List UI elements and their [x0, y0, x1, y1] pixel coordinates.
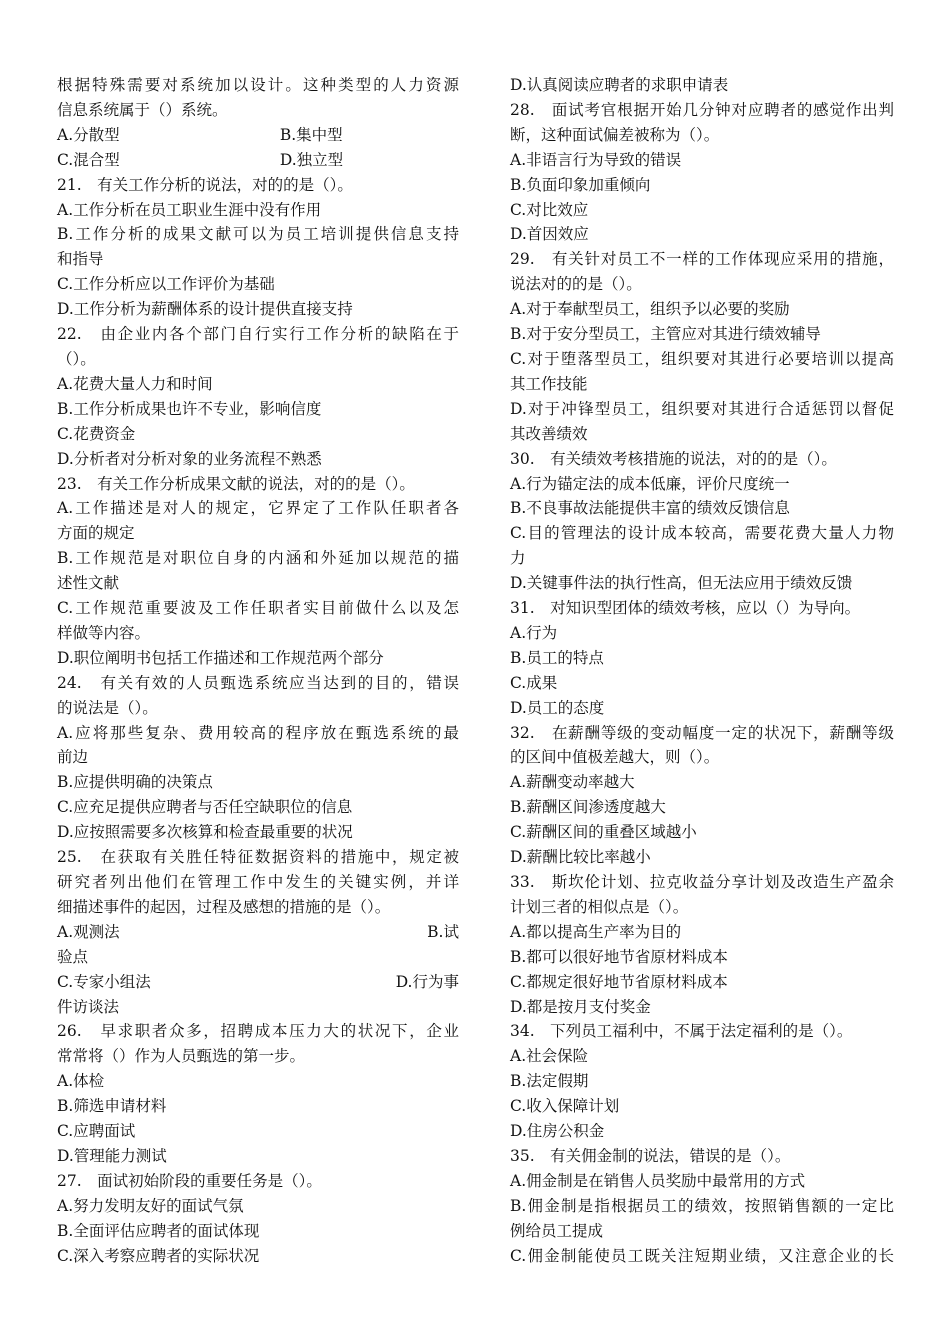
question-text: 32. 在薪酬等级的变动幅度一定的状况下，薪酬等级 — [510, 723, 894, 742]
option-text: B.都可以很好地节省原材料成本 — [510, 947, 728, 966]
text-line: 和指导 — [57, 250, 104, 269]
option-text: A.努力发明友好的面试气氛 — [57, 1196, 244, 1215]
option-pair — [57, 920, 459, 945]
option-text: C.都规定很好地节省原材料成本 — [510, 972, 728, 991]
option-text: A.薪酬变动率越大 — [510, 773, 635, 792]
option-text: C.专家小组法 — [57, 972, 151, 991]
option-text: C.混合型 — [57, 150, 120, 169]
option-text: A.佣金制是在销售人员奖励中最常用的方式 — [510, 1171, 806, 1190]
option-text: C.对比效应 — [510, 200, 589, 219]
option-text: A.非语言行为导致的错误 — [510, 150, 682, 169]
text-line: 细描述事件的起因，过程及感想的措施的是（）。 — [57, 897, 391, 916]
option-text: D.住房公积金 — [510, 1122, 605, 1141]
text-line: 其工作技能 — [510, 374, 588, 393]
option-text: D.应按照需要多次核算和检查最重要的状况 — [57, 823, 353, 842]
option-text: A.观测法 — [57, 922, 120, 941]
option-text: A.分散型 — [57, 125, 120, 144]
text-line: 验点 — [57, 947, 89, 966]
option-text: D.独立型 — [279, 150, 344, 169]
text-line: 的区间中值极差越大，则（）。 — [510, 748, 720, 767]
question-text: 25. 在获取有关胜任特征数据资料的措施中，规定被 — [57, 848, 459, 867]
option-text: B.应提供明确的决策点 — [57, 773, 213, 792]
text-line: 件访谈法 — [57, 997, 120, 1016]
option-text: B.工作规范是对职位自身的内涵和外延加以规范的描 — [57, 549, 459, 568]
option-text: D.关键事件法的执行性高，但无法应用于绩效反馈 — [510, 574, 853, 593]
option-text: B.工作分析的成果文献可以为员工培训提供信息支持 — [57, 225, 459, 244]
option-text: A.都以提高生产率为目的 — [510, 922, 682, 941]
text-line: 的说法是（）。 — [57, 698, 158, 717]
option-text: B.试 — [427, 922, 459, 941]
option-text: C.花费资金 — [57, 424, 136, 443]
option-text: C.目的管理法的设计成本较高，需要花费大量人力物 — [510, 524, 894, 543]
option-text: C.佣金制能使员工既关注短期业绩，又注意企业的长 — [510, 1246, 894, 1265]
option-text: C.应充足提供应聘者与否任空缺职位的信息 — [57, 798, 353, 817]
text-line: 前边 — [57, 748, 89, 767]
option-text: B.全面评估应聘者的面试体现 — [57, 1221, 260, 1240]
option-text: B.工作分析成果也许不专业，影响信度 — [57, 399, 322, 418]
question-text: 22. 由企业内各个部门自行实行工作分析的缺陷在于 — [57, 325, 459, 344]
option-text: D.行为事 — [395, 972, 459, 991]
option-pair — [57, 970, 459, 995]
option-text: A.应将那些复杂、费用较高的程序放在甄选系统的最 — [57, 723, 459, 742]
option-text: D.薪酬比较比率越小 — [510, 848, 651, 867]
option-text: A.工作分析在员工职业生涯中没有作用 — [57, 200, 322, 219]
option-text: C.对于堕落型员工，组织要对其进行必要培训以提高 — [510, 349, 894, 368]
question-text: 23. 有关工作分析成果文献的说法，对的的是（）。 — [57, 474, 415, 493]
question-text: 29. 有关针对员工不一样的工作体现应采用的措施， — [510, 250, 894, 269]
option-text: A.行为 — [510, 623, 558, 642]
option-text: D.都是按月支付奖金 — [510, 997, 651, 1016]
question-text: 26. 早求职者众多，招聘成本压力大的状况下，企业 — [57, 1022, 459, 1041]
question-text: 21. 有关工作分析的说法，对的的是（）。 — [57, 175, 353, 194]
text-line: 断，这种面试偏差被称为（）。 — [510, 125, 720, 144]
text-line: 样做等内容。 — [57, 623, 151, 642]
text-line: 常常将（）作为人员甄选的第一步。 — [57, 1047, 306, 1066]
option-text: D.首因效应 — [510, 225, 589, 244]
text-line: 研究者列出他们在管理工作中发生的关键实例，并详 — [57, 873, 459, 891]
option-text: B.员工的特点 — [510, 648, 604, 667]
option-text: B.薪酬区间渗透度越大 — [510, 798, 666, 817]
option-text: C.成果 — [510, 673, 558, 692]
option-text: B.集中型 — [279, 125, 343, 144]
option-text: C.工作分析应以工作评价为基础 — [57, 275, 275, 294]
option-text: A.社会保险 — [510, 1047, 589, 1066]
text-line: 例给员工提成 — [510, 1221, 604, 1240]
option-text: A.花费大量人力和时间 — [57, 374, 213, 393]
option-text: C.工作规范重要波及工作任职者实目前做什么以及怎 — [57, 599, 459, 618]
option-text: D.职位阐明书包括工作描述和工作规范两个部分 — [57, 648, 384, 667]
option-text: A.对于奉献型员工，组织予以必要的奖励 — [510, 300, 790, 319]
question-text: 35. 有关佣金制的说法，错误的是（）。 — [510, 1146, 791, 1165]
option-text: B.对于安分型员工，主管应对其进行绩效辅导 — [510, 325, 821, 344]
text-line: 方面的规定 — [57, 524, 135, 543]
text-line: 力 — [510, 549, 526, 568]
option-text: A.体检 — [57, 1072, 105, 1091]
option-text: A.行为锚定法的成本低廉，评价尺度统一 — [510, 474, 790, 493]
question-text: 30. 有关绩效考核措施的说法，对的的是（）。 — [510, 449, 837, 468]
text-line: 根据特殊需要对系统加以设计。这种类型的人力资源 — [57, 76, 459, 94]
option-pair — [57, 148, 459, 173]
option-text: B.负面印象加重倾向 — [510, 175, 651, 194]
option-text: B.法定假期 — [510, 1072, 589, 1091]
option-text: D.工作分析为薪酬体系的设计提供直接支持 — [57, 300, 353, 319]
option-text: D.对于冲锋型员工，组织要对其进行合适惩罚以督促 — [510, 399, 894, 418]
left-column — [57, 73, 459, 1269]
option-text: C.收入保障计划 — [510, 1097, 620, 1116]
text-line: （）。 — [57, 349, 96, 368]
option-text: D.员工的态度 — [510, 698, 605, 717]
text-line: 述性文献 — [57, 574, 120, 593]
text-line: 计划三者的相似点是（）。 — [510, 897, 689, 916]
option-text: C.应聘面试 — [57, 1122, 136, 1141]
option-text: D.认真阅读应聘者的求职申请表 — [510, 76, 729, 94]
option-text: A.工作描述是对人的规定，它界定了工作队任职者各 — [57, 499, 459, 518]
option-text: C.薪酬区间的重叠区域越小 — [510, 823, 697, 842]
option-text: D.管理能力测试 — [57, 1146, 167, 1165]
option-text: B.筛选申请材料 — [57, 1097, 167, 1116]
text-line: 说法对的的是（）。 — [510, 275, 642, 294]
right-column — [510, 73, 894, 1269]
option-text: C.深入考察应聘者的实际状况 — [57, 1246, 260, 1265]
text-line: 其改善绩效 — [510, 424, 588, 443]
text-line: 信息系统属于（）系统。 — [57, 100, 228, 119]
question-text: 33. 斯坎伦计划、拉克收益分享计划及改造生产盈余 — [510, 873, 894, 891]
question-text: 34. 下列员工福利中，不属于法定福利的是（）。 — [510, 1022, 853, 1041]
option-pair — [57, 123, 459, 148]
option-text: B.佣金制是指根据员工的绩效，按照销售额的一定比 — [510, 1196, 894, 1215]
question-text: 24. 有关有效的人员甄选系统应当达到的目的，错误 — [57, 673, 459, 692]
question-text: 27. 面试初始阶段的重要任务是（）。 — [57, 1171, 322, 1190]
question-text: 28. 面试考官根据开始几分钟对应聘者的感觉作出判 — [510, 100, 894, 119]
option-text: D.分析者对分析对象的业务流程不熟悉 — [57, 449, 322, 468]
option-text: B.不良事故法能提供丰富的绩效反馈信息 — [510, 499, 790, 518]
question-text: 31. 对知识型团体的绩效考核，应以（）为导向。 — [510, 599, 861, 618]
